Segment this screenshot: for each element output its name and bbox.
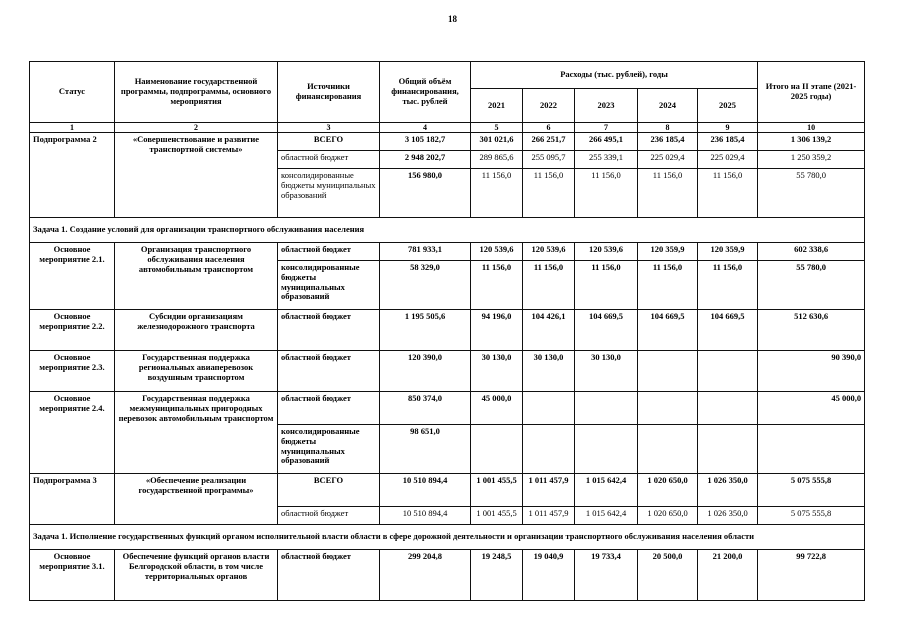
row-value: 104 669,5 xyxy=(575,310,638,351)
row-status: Основное мероприятие 2.2. xyxy=(30,310,115,351)
row-source: областной бюджет xyxy=(278,310,380,351)
row-name: Государственная поддержка региональных авиаперевозок воздушным транспортом xyxy=(115,351,278,392)
row-value: 104 669,5 xyxy=(638,310,698,351)
row-value: 11 156,0 xyxy=(698,261,758,310)
row-value: 120 359,9 xyxy=(698,243,758,261)
row-value xyxy=(698,392,758,425)
row-status: Основное мероприятие 2.1. xyxy=(30,243,115,310)
header-sources: Источники финансирования xyxy=(278,62,380,123)
header-status: Статус xyxy=(30,62,115,123)
row-value xyxy=(638,425,698,474)
row-total: 10 510 894,4 xyxy=(380,507,471,525)
row-value: 1 001 455,5 xyxy=(471,474,523,507)
table-row xyxy=(30,243,865,261)
row-name: «Совершенствование и развитие транспортной системы» xyxy=(115,133,278,218)
row-value: 236 185,4 xyxy=(698,133,758,151)
row-source: областной бюджет xyxy=(278,550,380,601)
row-value: 301 021,6 xyxy=(471,133,523,151)
task-row xyxy=(30,525,865,550)
row-value: 255 095,7 xyxy=(523,151,575,169)
column-number: 6 xyxy=(523,123,575,133)
row-source: областной бюджет xyxy=(278,351,380,392)
row-source: консолидированные бюджеты муниципальных образований xyxy=(278,425,380,474)
row-value: 1 020 650,0 xyxy=(638,474,698,507)
row-value xyxy=(575,425,638,474)
row-value: 104 669,5 xyxy=(698,310,758,351)
row-value: 30 130,0 xyxy=(471,351,523,392)
header-total: Общий объём финансирования, тыс. рублей xyxy=(380,62,471,123)
row-value: 21 200,0 xyxy=(698,550,758,601)
row-value xyxy=(638,392,698,425)
row-value: 20 500,0 xyxy=(638,550,698,601)
row-stage-total: 99 722,8 xyxy=(758,550,865,601)
row-value: 266 495,1 xyxy=(575,133,638,151)
row-total: 58 329,0 xyxy=(380,261,471,310)
row-value: 1 011 457,9 xyxy=(523,474,575,507)
row-status: Подпрограмма 3 xyxy=(30,474,115,525)
row-value: 120 359,9 xyxy=(638,243,698,261)
header-year: 2022 xyxy=(523,89,575,123)
row-value: 104 426,1 xyxy=(523,310,575,351)
header-expenses: Расходы (тыс. рублей), годы xyxy=(471,62,758,89)
row-value: 1 015 642,4 xyxy=(575,507,638,525)
row-total: 2 948 202,7 xyxy=(380,151,471,169)
row-value: 11 156,0 xyxy=(698,169,758,218)
row-value xyxy=(575,392,638,425)
row-value: 1 026 350,0 xyxy=(698,474,758,507)
row-name: Субсидии организациям железнодорожного транспорта xyxy=(115,310,278,351)
row-source: ВСЕГО xyxy=(278,133,380,151)
column-number: 7 xyxy=(575,123,638,133)
row-value: 45 000,0 xyxy=(471,392,523,425)
row-status: Основное мероприятие 3.1. xyxy=(30,550,115,601)
row-value: 1 015 642,4 xyxy=(575,474,638,507)
row-stage-total xyxy=(758,425,865,474)
row-total: 10 510 894,4 xyxy=(380,474,471,507)
row-value: 11 156,0 xyxy=(471,169,523,218)
page-number: 18 xyxy=(448,14,457,24)
column-number: 8 xyxy=(638,123,698,133)
column-number: 9 xyxy=(698,123,758,133)
row-value: 289 865,6 xyxy=(471,151,523,169)
row-value: 11 156,0 xyxy=(523,169,575,218)
header-stage-total: Итого на II этапе (2021-2025 годы) xyxy=(758,62,865,123)
row-value: 19 733,4 xyxy=(575,550,638,601)
row-stage-total: 512 630,6 xyxy=(758,310,865,351)
row-total: 3 105 182,7 xyxy=(380,133,471,151)
row-value: 11 156,0 xyxy=(638,261,698,310)
row-value: 120 539,6 xyxy=(523,243,575,261)
column-number: 10 xyxy=(758,123,865,133)
row-total: 120 390,0 xyxy=(380,351,471,392)
row-value: 1 011 457,9 xyxy=(523,507,575,525)
row-value: 236 185,4 xyxy=(638,133,698,151)
row-total: 1 195 505,6 xyxy=(380,310,471,351)
financing-table xyxy=(29,61,865,601)
task-row xyxy=(30,218,865,243)
table-row xyxy=(30,474,865,507)
row-value: 19 040,9 xyxy=(523,550,575,601)
row-value: 19 248,5 xyxy=(471,550,523,601)
header-name: Наименование государственной программы, подпрограммы, основного мероприятия xyxy=(115,62,278,123)
row-status: Основное мероприятие 2.3. xyxy=(30,351,115,392)
row-total: 850 374,0 xyxy=(380,392,471,425)
table-row xyxy=(30,133,865,151)
column-number: 3 xyxy=(278,123,380,133)
task-heading: Задача 1. Исполнение государственных функций органом исполнительной власти области в сфере дорожной деятельности и организации транспортного обслуживания населения области xyxy=(30,525,865,550)
row-source: консолидированные бюджеты муниципальных образований xyxy=(278,261,380,310)
row-value: 11 156,0 xyxy=(638,169,698,218)
row-total: 781 933,1 xyxy=(380,243,471,261)
row-value xyxy=(471,425,523,474)
row-value: 11 156,0 xyxy=(575,169,638,218)
row-stage-total: 5 075 555,8 xyxy=(758,474,865,507)
task-heading: Задача 1. Создание условий для организации транспортного обслуживания населения xyxy=(30,218,865,243)
row-total: 98 651,0 xyxy=(380,425,471,474)
row-stage-total: 55 780,0 xyxy=(758,169,865,218)
row-source: областной бюджет xyxy=(278,507,380,525)
column-number: 1 xyxy=(30,123,115,133)
row-status: Основное мероприятие 2.4. xyxy=(30,392,115,474)
header-year: 2024 xyxy=(638,89,698,123)
row-value: 1 001 455,5 xyxy=(471,507,523,525)
row-name: Организация транспортного обслуживания населения автомобильным транспортом xyxy=(115,243,278,310)
table-row xyxy=(30,550,865,601)
column-number: 5 xyxy=(471,123,523,133)
row-value: 225 029,4 xyxy=(698,151,758,169)
row-stage-total: 5 075 555,8 xyxy=(758,507,865,525)
table-row xyxy=(30,351,865,392)
row-source: областной бюджет xyxy=(278,243,380,261)
row-value: 11 156,0 xyxy=(575,261,638,310)
row-stage-total: 1 250 359,2 xyxy=(758,151,865,169)
row-value: 30 130,0 xyxy=(575,351,638,392)
row-total: 299 204,8 xyxy=(380,550,471,601)
row-name: Государственная поддержка межмуниципальных пригородных перевозок автомобильным транспортом xyxy=(115,392,278,474)
header-year: 2021 xyxy=(471,89,523,123)
row-source: областной бюджет xyxy=(278,151,380,169)
column-number: 4 xyxy=(380,123,471,133)
row-value: 255 339,1 xyxy=(575,151,638,169)
row-value: 11 156,0 xyxy=(471,261,523,310)
row-status: Подпрограмма 2 xyxy=(30,133,115,218)
row-value xyxy=(523,425,575,474)
table-row xyxy=(30,310,865,351)
row-stage-total: 1 306 139,2 xyxy=(758,133,865,151)
column-number: 2 xyxy=(115,123,278,133)
row-value: 1 020 650,0 xyxy=(638,507,698,525)
row-name: Обеспечение функций органов власти Белгородской области, в том числе территориальных органов xyxy=(115,550,278,601)
row-source: ВСЕГО xyxy=(278,474,380,507)
row-value: 94 196,0 xyxy=(471,310,523,351)
row-value: 30 130,0 xyxy=(523,351,575,392)
row-stage-total: 90 390,0 xyxy=(758,351,865,392)
row-name: «Обеспечение реализации государственной программы» xyxy=(115,474,278,525)
row-value: 1 026 350,0 xyxy=(698,507,758,525)
row-stage-total: 55 780,0 xyxy=(758,261,865,310)
header-year: 2023 xyxy=(575,89,638,123)
row-value: 225 029,4 xyxy=(638,151,698,169)
row-value: 266 251,7 xyxy=(523,133,575,151)
row-value xyxy=(698,351,758,392)
row-value xyxy=(523,392,575,425)
row-total: 156 980,0 xyxy=(380,169,471,218)
row-value xyxy=(638,351,698,392)
row-stage-total: 45 000,0 xyxy=(758,392,865,425)
row-value: 120 539,6 xyxy=(471,243,523,261)
row-value xyxy=(698,425,758,474)
row-value: 120 539,6 xyxy=(575,243,638,261)
header-year: 2025 xyxy=(698,89,758,123)
row-stage-total: 602 338,6 xyxy=(758,243,865,261)
row-source: областной бюджет xyxy=(278,392,380,425)
row-source: консолидированные бюджеты муниципальных образований xyxy=(278,169,380,218)
table-row xyxy=(30,392,865,425)
row-value: 11 156,0 xyxy=(523,261,575,310)
